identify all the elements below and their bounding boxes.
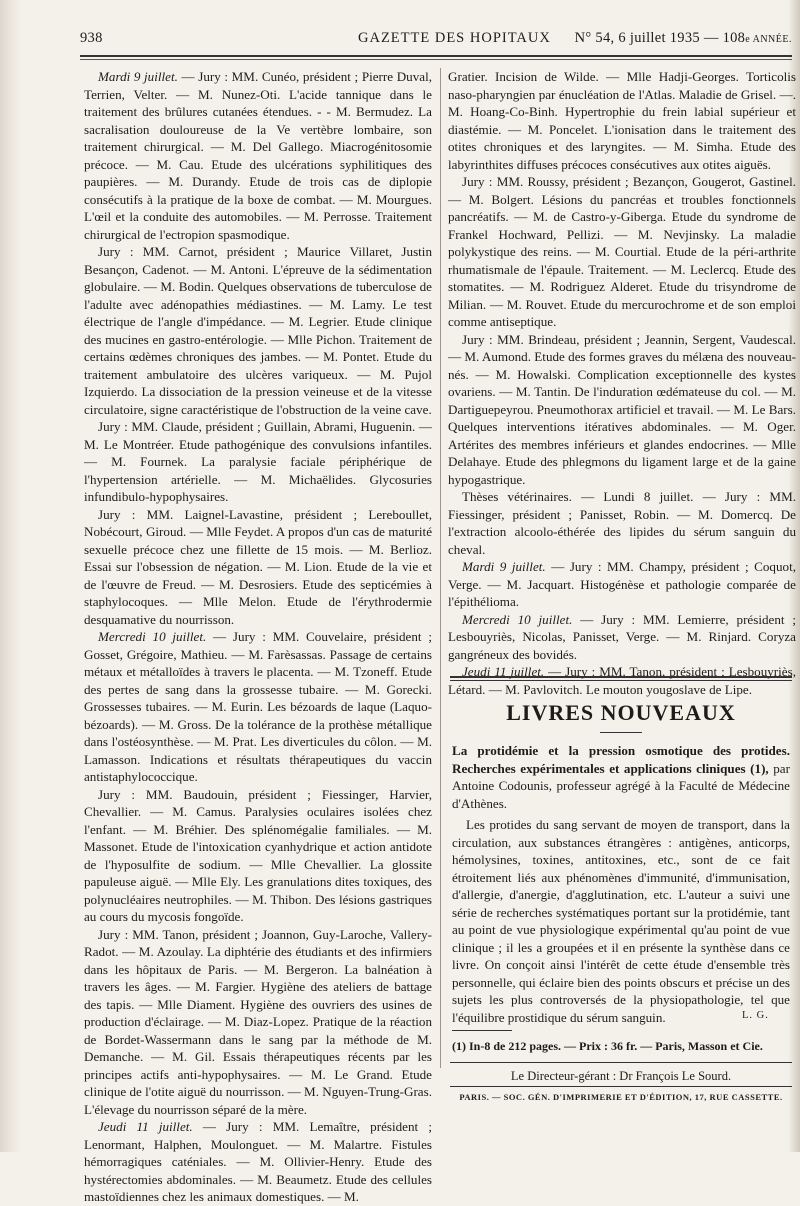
binding-edge [0,0,22,1152]
issue-info [575,30,792,47]
paragraph [84,418,432,506]
right-column [448,68,796,698]
paragraph-text: Jury : MM. Tanon, président ; Joannon, Guy-Laroche, Vallery-Radot. — M. Azoulay. La diphtérie des étudiants et des infirmiers dans les hôpitaux de Paris. — M. Bergeron. La balnéation à travers les âges. — M. Fargier. Hygiène des ateliers de battage des tapis. — Mlle Diament. Hygiène des ouvriers des usines de production d'éclairage. — M. Diaz-Lopez. Pratique de la réaction de Bordet-Wassermann dans le sang par la méthode de M. Demanche. — M. Gil. Essais thérapeutiques récents par les principes actifs anti-hypophysaires. — M. Le Grand. Etude clinique de l'otite aiguë du nourrisson. — M. Nguyen-Trung-Gras. L'élevage du nourrisson séparé de la mère. [84,926,432,1117]
issue-main: N° 54, 6 juillet 1935 — 108 [574,30,746,46]
paragraph [448,558,796,611]
section-rule [450,676,792,678]
paragraph [84,506,432,629]
left-column [84,68,432,1206]
paragraph-text: Jury : MM. Baudouin, président ; Fiessinger, Harvier, Chevallier. — M. Camus. Paralysies oculaires isolées chez l'enfant. — M. Bréhier. Des splénomégalie familiales. — M. Massonet. Etude de l'intoxication cyanhydrique et action antidote de l'hyposulfite de sodium. — Mlle Chevallier. La glossite papuleuse aiguë. — Mlle Ely. Les granulations dites toxiques, des polynucléaires neutrophiles. — M. Thibon. Des lésions gastriques au cours du mycosis fongoïde. [84,786,432,924]
paragraph-text: — Jury : MM. Lemierre, président ; Lesbouyriès, Nicolas, Panisset, Verge. — M. Rinjard. Coryza gangréneux des bovidés. [448,611,796,662]
paragraph-text: Gratier. Incision de Wilde. — Mlle Hadji-Georges. Torticolis naso-pharyngien par énucléation de l'Atlas. Maladie de Grisel. —. M. Hoang-Co-Binh. Hypertrophie du frein labial supérieur et diastémie. — M. Poncelet. L'ionisation dans le traitement des otites chroniques et des laryngites. — M. Simha. Etude des labyrinthites diffuses précoces consécutives aux otites aiguës. [448,69,796,172]
day-lead: Jeudi 11 juillet. [462,664,545,679]
printer-imprint: PARIS. — SOC. GÉN. D'IMPRIMERIE ET D'ÉDITION, 17, RUE CASSETTE. [459,1092,783,1102]
footnote-rule [452,1030,512,1031]
issue-suffix: e ANNÉE. [745,34,792,45]
section-title: LIVRES NOUVEAUX [506,700,736,725]
paragraph [448,68,796,173]
paragraph [84,68,432,243]
book-entry [452,742,790,812]
page-number: 938 [80,30,103,46]
footer-rule-2 [450,1086,792,1087]
paragraph-text: — Jury : MM. Tanon, président ; Lesbouyriès, Létard. — M. Pavlovitch. Le mouton yougoslave de Lipe. [448,664,796,697]
paragraph [84,1118,432,1206]
paragraph-text: Jury : MM. Roussy, président ; Bezançon, Gougerot, Gastinel. — M. Bolgert. Lésions du pancréas et troubles fonctionnels pancréatifs. — M. de Castro-y-Giberga. Etude du syndrome de Frankel Hochward, Pellizi. — M. Nevjinsky. La maladie polykystique des reins. — M. Courtial. Etude de la péri-arthrite rhumatismale de l'épaule. Traitement. — M. Leclercq. Etude des stomatites. — M. Rodriguez Alderet. Etude du trisyndrome de Milian. — M. Rouvet. Etude du mercurochrome et de son emploi comme antiseptique. [448,174,796,329]
paragraph-text: Jury : MM. Brindeau, président ; Jeannin, Sergent, Vaudescal. — M. Aumond. Etude des formes graves du mélæna des nouveau-nés. — M. Howalski. Complication exceptionnelle des kystes ovariens. — M. Tantin. De l'induration œdémateuse du col. — M. Dartiguepeyrou. Pneumothorax artificiel et travail. — M. Le Bars. Quelques interventions itératives abdominales. — M. Oger. Artérites des membres inférieurs et glandes endocrines. — Mlle Delahaye. Etude des phlegmons du ligament large et de la gaine hypogastrique. [448,331,796,487]
day-lead: Jeudi 11 juillet. [98,1119,193,1134]
section-rule-thin [450,680,792,681]
paragraph-text: — Jury : MM. Lemaître, président ; Lenormant, Halphen, Moulonguet. — M. Malartre. Fistules hémorragiques caténiales. — M. Ollivier-Henry. Etude des hystérectomies abdominales. — M. Beaumetz. Etude des cellules mastoïdiennes chez les animaux domestiques. — M. [84,1119,432,1204]
footer-rule [450,1062,792,1063]
review-signature: L. G. [742,1010,769,1021]
book-author: par Antoine Codounis, professeur agrégé à la Faculté de Médecine d'Athènes. [452,760,790,811]
header-rule-thin [80,59,792,60]
paragraph-text: Jury : MM. Laignel-Lavastine, président ; Lereboullet, Nobécourt, Giroud. — Mlle Feydet. A propos d'un cas de maturité sexuelle précoce chez une fillette de 15 mois. — M. Berlioz. Essai sur l'obsession de négation. — M. Lion. Etude de la vie et de l'œuvre de Freud. — M. Desrosiers. Etude des septicémies à staphylocoques. — Mlle Melon. Etude de l'érythrodermie desquamative du nourrisson. [84,506,432,627]
page-header [80,30,792,52]
paragraph [84,786,432,926]
directeur-gerant: Le Directeur-gérant : Dr François Le Sourd. [510,1069,732,1083]
day-lead: Mardi 9 juillet. [98,69,178,84]
paragraph-text: — Jury : MM. Cunéo, président ; Pierre Duval, Terrien, Velter. — M. Nunez-Oti. L'acide tannique dans le traitement des brûlures cutanées étendues. - - M. Bermudez. La sacralisation douloureuse de la Ve vertèbre lombaire, son traitement chirurgical. — M. Del Gallego. Miacrogénitosomie précoce. — M. Cau. Etude des ulcérations syphilitiques des paupières. — M. Durandy. Etude de trois cas de diplopie consécutifs à la pratique de la boxe de combat. — M. Mourgues. L'œil et la conduite des automobiles. — M. Perrosse. Traitement chirurgical de l'ectropion spasmodique. [84,69,432,242]
footnote: (1) In-8 de 212 pages. — Prix : 36 fr. — Paris, Masson et Cie. [452,1039,763,1053]
paragraph-text: Thèses vétérinaires. — Lundi 8 juillet. — Jury : MM. Fiessinger, président ; Panisset, Robin. — M. Domercq. De l'extraction alcoolo-éthérée des lipides du sérum sanguin du cheval. [448,489,796,557]
paragraph-text: Jury : MM. Carnot, président ; Maurice Villaret, Justin Besançon, Cadenot. — M. Antoni. L'épreuve de la sédimentation globulaire. — M. Bodin. Quelques observations de tuberculose de l'adulte avec adénopathies médiastines. — M. Lamy. Le test électrique de l'angle d'impédance. — M. Legrier. Etude clinique des mucines en gastro-entérologie. — Mlle Pichon. Traitement de certains œdèmes chroniques des jambes. — M. Pontet. Etude du traitement ambulatoire des ulcères variqueux. — M. Pujol Izquierdo. La dissociation de la pression veineuse et de la vitesse circulatoire, signe caractéristique de l'obstruction de la veine cave. [84,244,432,417]
paragraph-text: — Jury : MM. Champy, président ; Coquot, Verge. — M. Jacquart. Histogénèse et pathologie comparée de l'épithélioma. [448,559,796,609]
paragraph [448,611,796,664]
book-title: La protidémie et la pression osmotique des protides. Recherches expérimentales et applications cliniques (1), [452,743,790,776]
paragraph-text: — Jury : MM. Couvelaire, président ; Gosset, Grégoire, Mathieu. — M. Farèsassas. Passage de certains métaux et métalloïdes à travers le placenta. — M. Tzoneff. Etude des pertes de sang dans la grossesse tubaire. — M. Gorecki. Grossesses tubaires. — M. Eurin. Les bézoards de laque (Laquo-bézoards). — M. Gross. De la tolérance de la prothèse métallique dans l'ostéosynthèse. — M. Prat. Les diverticules du côlon. — M. Lamasson. Indications et résultats thérapeutiques du vaccin antistaphylococcique. [84,629,432,784]
book-review [452,816,790,1026]
paragraph [448,488,796,558]
header-rule [80,55,792,57]
day-lead: Mardi 9 juillet. [462,559,546,574]
review-text: Les protides du sang servant de moyen de transport, dans la circulation, aux substances étrangères : antigènes, anticorps, hémolysines, toxines, antitoxines, etc., sont de ce fait étroitement liés aux phénomènes d'immunité, d'immunisation, d'allergie, d'anergie, d'agglutination, etc. L'auteur a suivi une série de recherches systématiques portant sur la protidémie, tant au point de vue physiologique expérimental qu'au point de vue clinique ; il les a groupées et il en présente la synthèse dans ce livre. On conçoit ainsi l'intérêt de cette étude d'ensemble très personnelle, qui éclaire bien des points obscurs et précise un des sujets les plus controversés de la physiopathologie, tel que l'équilibre prostidique du sérum sanguin. [452,817,790,1025]
title-underline [600,732,642,733]
paragraph [84,926,432,1119]
paragraph [448,331,796,489]
journal-title: GAZETTE DES HOPITAUX [358,30,551,46]
day-lead: Mercredi 10 juillet. [462,611,573,627]
paragraph [448,173,796,331]
day-lead: Mercredi 10 juillet. [98,629,207,644]
paragraph [84,243,432,418]
paragraph-text: Jury : MM. Claude, président ; Guillain, Abrami, Huguenin. — M. Le Montréer. Etude pathogénique des convulsions infantiles. — M. Fournek. La paralysie faciale périphérique de l'hypertension artérielle. — M. Michaëlides. Glycosuries infundibulo-hypophysaires. [84,419,432,504]
column-separator [440,68,441,1068]
paragraph [84,628,432,786]
